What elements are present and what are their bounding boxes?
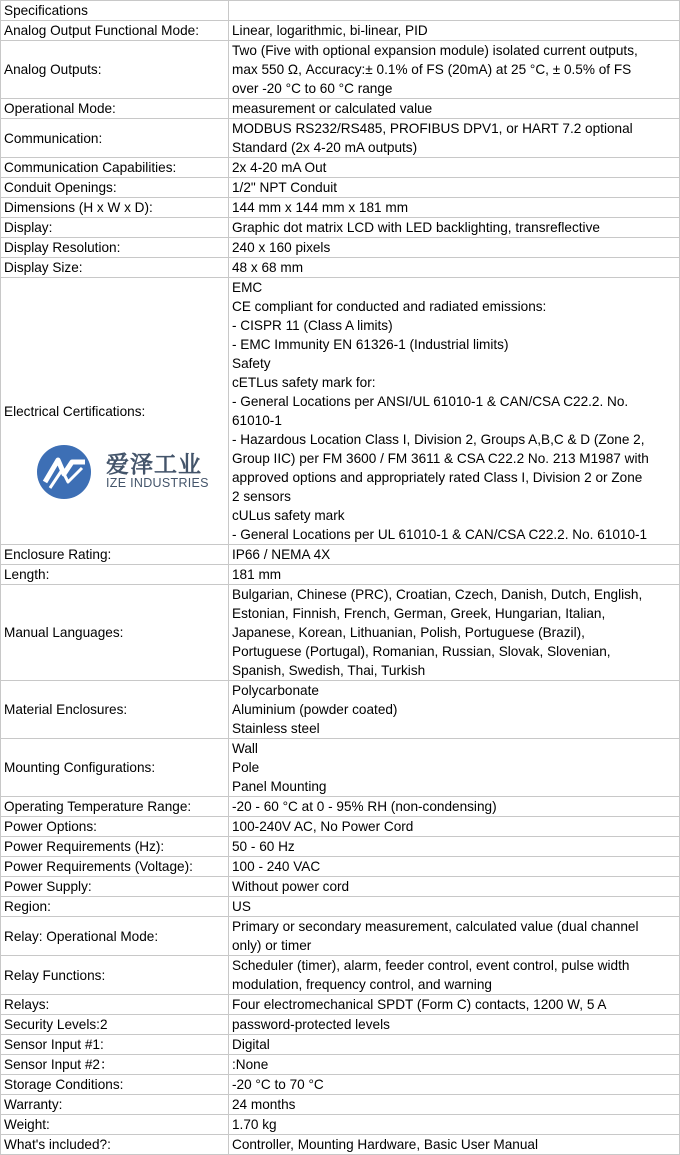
spec-value-line: :None xyxy=(232,1057,269,1072)
spec-value-line: 61010-1 xyxy=(232,413,282,428)
spec-row xyxy=(1,258,680,278)
spec-label: Operational Mode: xyxy=(1,99,229,119)
watermark-en-text: IZE INDUSTRIES xyxy=(106,476,209,490)
spec-value xyxy=(229,99,680,119)
spec-value xyxy=(229,21,680,41)
spec-value-line: 240 x 160 pixels xyxy=(232,240,331,255)
spec-row xyxy=(1,158,680,178)
spec-value xyxy=(229,178,680,198)
spec-value xyxy=(229,158,680,178)
spec-label: Power Requirements (Hz): xyxy=(1,837,229,857)
spec-label: Electrical Certifications: xyxy=(1,278,229,545)
spec-value xyxy=(229,739,680,797)
spec-row xyxy=(1,877,680,897)
spec-row xyxy=(1,897,680,917)
spec-value xyxy=(229,681,680,739)
spec-row xyxy=(1,119,680,158)
spec-value-line: MODBUS RS232/RS485, PROFIBUS DPV1, or HART 7.2 optional xyxy=(232,121,633,136)
spec-label: Communication: xyxy=(1,119,229,158)
spec-value-line: Two (Five with optional expansion module) isolated current outputs, xyxy=(232,43,638,58)
header-blank xyxy=(229,1,680,21)
spec-value-line: Standard (2x 4-20 mA outputs) xyxy=(232,140,418,155)
spec-row xyxy=(1,218,680,238)
spec-label: Power Supply: xyxy=(1,877,229,897)
spec-value-line: 1/2" NPT Conduit xyxy=(232,180,338,195)
spec-row xyxy=(1,545,680,565)
spec-value-line: Scheduler (timer), alarm, feeder control, event control, pulse width xyxy=(232,958,630,973)
spec-value-line: Primary or secondary measurement, calculated value (dual channel xyxy=(232,919,639,934)
spec-label: Region: xyxy=(1,897,229,917)
spec-value xyxy=(229,218,680,238)
spec-label: Display Size: xyxy=(1,258,229,278)
ize-industries-watermark xyxy=(36,440,216,502)
spec-label: Sensor Input #2： xyxy=(1,1055,229,1075)
spec-value xyxy=(229,797,680,817)
spec-row xyxy=(1,41,680,99)
spec-label: Enclosure Rating: xyxy=(1,545,229,565)
spec-value-line: 2 sensors xyxy=(232,489,291,504)
spec-value xyxy=(229,917,680,956)
spec-row xyxy=(1,278,680,545)
spec-value xyxy=(229,897,680,917)
header-row xyxy=(1,1,680,21)
spec-label: Display: xyxy=(1,218,229,238)
spec-label: Conduit Openings: xyxy=(1,178,229,198)
spec-row xyxy=(1,917,680,956)
spec-value xyxy=(229,565,680,585)
spec-value-line: Stainless steel xyxy=(232,721,320,736)
spec-row xyxy=(1,238,680,258)
spec-value-line: 50 - 60 Hz xyxy=(232,839,295,854)
spec-value xyxy=(229,258,680,278)
spec-value-line: over -20 °C to 60 °C range xyxy=(232,81,393,96)
spec-label: Sensor Input #1: xyxy=(1,1035,229,1055)
spec-value-line: Panel Mounting xyxy=(232,779,327,794)
spec-row xyxy=(1,1035,680,1055)
spec-label: Power Options: xyxy=(1,817,229,837)
spec-row xyxy=(1,198,680,218)
spec-label: Security Levels:2 xyxy=(1,1015,229,1035)
spec-row xyxy=(1,817,680,837)
spec-value xyxy=(229,585,680,681)
spec-value xyxy=(229,1135,680,1155)
spec-row xyxy=(1,739,680,797)
spec-row xyxy=(1,837,680,857)
spec-value xyxy=(229,1055,680,1075)
spec-value-line: Japanese, Korean, Lithuanian, Polish, Portuguese (Brazil), xyxy=(232,625,585,640)
spec-label: Length: xyxy=(1,565,229,585)
spec-row xyxy=(1,995,680,1015)
spec-row xyxy=(1,1135,680,1155)
spec-row xyxy=(1,99,680,119)
spec-value-line: Graphic dot matrix LCD with LED backlighting, transreflective xyxy=(232,220,600,235)
spec-row xyxy=(1,1115,680,1135)
spec-label: Warranty: xyxy=(1,1095,229,1115)
spec-value xyxy=(229,278,680,545)
spec-value-line: US xyxy=(232,899,251,914)
spec-label: Display Resolution: xyxy=(1,238,229,258)
spec-value xyxy=(229,956,680,995)
spec-value xyxy=(229,198,680,218)
spec-value xyxy=(229,41,680,99)
spec-value xyxy=(229,238,680,258)
watermark-cn-text: 爱泽工业 xyxy=(106,452,202,478)
spec-value-line: Pole xyxy=(232,760,260,775)
spec-value-line: Wall xyxy=(232,741,258,756)
spec-label: Mounting Configurations: xyxy=(1,739,229,797)
spec-label: Communication Capabilities: xyxy=(1,158,229,178)
spec-value-line: modulation, frequency control, and warning xyxy=(232,977,492,992)
spec-value-line: 2x 4-20 mA Out xyxy=(232,160,327,175)
spec-value-line: -20 °C to 70 °C xyxy=(232,1077,324,1092)
spec-value-line: 48 x 68 mm xyxy=(232,260,304,275)
spec-value xyxy=(229,119,680,158)
spec-value xyxy=(229,1015,680,1035)
spec-value-line: 24 months xyxy=(232,1097,296,1112)
spec-value-line: Controller, Mounting Hardware, Basic User Manual xyxy=(232,1137,538,1152)
spec-value-line: Linear, logarithmic, bi-linear, PID xyxy=(232,23,428,38)
spec-value xyxy=(229,837,680,857)
spec-row xyxy=(1,857,680,877)
spec-value xyxy=(229,877,680,897)
spec-label: Analog Output Functional Mode: xyxy=(1,21,229,41)
spec-value-line: cETLus safety mark for: xyxy=(232,375,376,390)
spec-value xyxy=(229,995,680,1015)
spec-value xyxy=(229,545,680,565)
spec-value xyxy=(229,1035,680,1055)
spec-value-line: Portuguese (Portugal), Romanian, Russian, Slovak, Slovenian, xyxy=(232,644,611,659)
spec-label: Relay: Operational Mode: xyxy=(1,917,229,956)
spec-value-line: Polycarbonate xyxy=(232,683,319,698)
spec-value-line: Bulgarian, Chinese (PRC), Croatian, Czech, Danish, Dutch, English, xyxy=(232,587,643,602)
spec-label: Relays: xyxy=(1,995,229,1015)
spec-row xyxy=(1,1055,680,1075)
spec-value-line: - General Locations per UL 61010-1 & CAN/CSA C22.2. No. 61010-1 xyxy=(232,527,648,542)
spec-value-line: CE compliant for conducted and radiated emissions: xyxy=(232,299,547,314)
spec-label: Analog Outputs: xyxy=(1,41,229,99)
spec-label: Operating Temperature Range: xyxy=(1,797,229,817)
spec-value-line: max 550 Ω, Accuracy:± 0.1% of FS (20mA) at 25 °C, ± 0.5% of FS xyxy=(232,62,632,77)
spec-value-line: cULus safety mark xyxy=(232,508,345,523)
spec-value-line: - Hazardous Location Class I, Division 2, Groups A,B,C & D (Zone 2, xyxy=(232,432,645,447)
spec-value-line: Four electromechanical SPDT (Form C) contacts, 1200 W, 5 A xyxy=(232,997,607,1012)
spec-value-line: password-protected levels xyxy=(232,1017,390,1032)
ize-logo-icon xyxy=(36,444,96,500)
spec-value-line: EMC xyxy=(232,280,263,295)
spec-value-line: measurement or calculated value xyxy=(232,101,433,116)
spec-label: Dimensions (H x W x D): xyxy=(1,198,229,218)
spec-value-line: -20 - 60 °C at 0 - 95% RH (non-condensing) xyxy=(232,799,497,814)
spec-value xyxy=(229,857,680,877)
spec-value-line: 100-240V AC, No Power Cord xyxy=(232,819,414,834)
spec-value xyxy=(229,1075,680,1095)
spec-value xyxy=(229,817,680,837)
spec-value-line: 144 mm x 144 mm x 181 mm xyxy=(232,200,409,215)
spec-value xyxy=(229,1095,680,1115)
spec-row xyxy=(1,1075,680,1095)
spec-row xyxy=(1,565,680,585)
spec-label: What's included?: xyxy=(1,1135,229,1155)
spec-label: Weight: xyxy=(1,1115,229,1135)
spec-value-line: 1.70 kg xyxy=(232,1117,277,1132)
spec-value-line: Estonian, Finnish, French, German, Greek, Hungarian, Italian, xyxy=(232,606,606,621)
spec-value-line: Group IIC) per FM 3600 / FM 3611 & CSA C22.2 No. 213 M1987 with xyxy=(232,451,649,466)
spec-value-line: 100 - 240 VAC xyxy=(232,859,321,874)
spec-value-line: IP66 / NEMA 4X xyxy=(232,547,331,562)
spec-value xyxy=(229,1115,680,1135)
spec-value-line: - CISPR 11 (Class A limits) xyxy=(232,318,393,333)
spec-label: Manual Languages: xyxy=(1,585,229,681)
spec-value-line: Aluminium (powder coated) xyxy=(232,702,398,717)
spec-value-line: only) or timer xyxy=(232,938,312,953)
spec-row xyxy=(1,956,680,995)
spec-row xyxy=(1,178,680,198)
spec-value-line: 181 mm xyxy=(232,567,282,582)
spec-row xyxy=(1,681,680,739)
spec-label: Material Enclosures: xyxy=(1,681,229,739)
spec-label: Relay Functions: xyxy=(1,956,229,995)
spec-row xyxy=(1,585,680,681)
spec-label: Storage Conditions: xyxy=(1,1075,229,1095)
spec-value-line: Safety xyxy=(232,356,271,371)
spec-value-line: Without power cord xyxy=(232,879,350,894)
spec-label: Power Requirements (Voltage): xyxy=(1,857,229,877)
spec-value-line: - General Locations per ANSI/UL 61010-1 & CAN/CSA C22.2. No. xyxy=(232,394,629,409)
spec-row xyxy=(1,21,680,41)
spec-value-line: - EMC Immunity EN 61326-1 (Industrial limits) xyxy=(232,337,509,352)
spec-row xyxy=(1,797,680,817)
spec-row xyxy=(1,1015,680,1035)
spec-value-line: Digital xyxy=(232,1037,270,1052)
spec-value-line: Spanish, Swedish, Thai, Turkish xyxy=(232,663,426,678)
spec-row xyxy=(1,1095,680,1115)
spec-value-line: approved options and appropriately rated Class I, Division 2 or Zone xyxy=(232,470,643,485)
header-title: Specifications xyxy=(1,1,229,21)
